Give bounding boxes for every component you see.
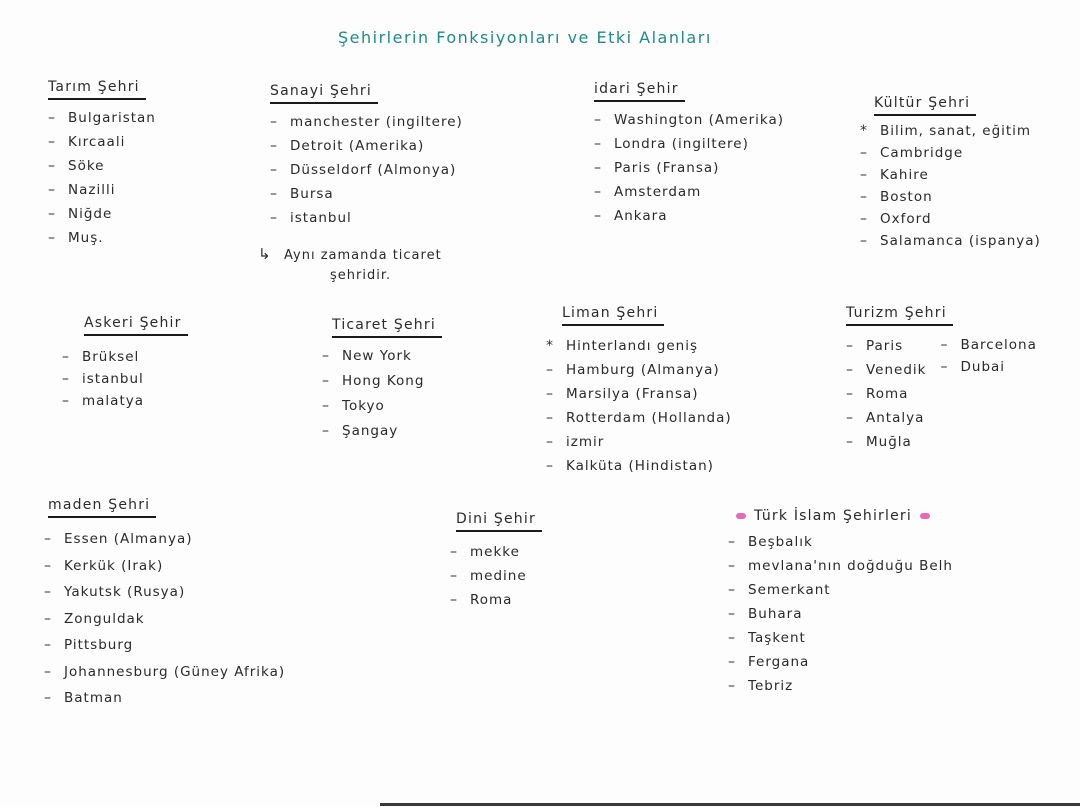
dash-icon: –: [44, 531, 52, 547]
section-heading: Tarım Şehri: [48, 79, 146, 100]
section-turk-islam: [728, 508, 953, 698]
list-item: – manchester (ingiltere): [270, 110, 463, 134]
dash-icon: –: [860, 167, 868, 183]
list-item: – Paris: [846, 334, 927, 358]
dash-icon: –: [322, 348, 330, 364]
list-item: – Oxford: [860, 208, 1041, 230]
asterisk-icon: *: [860, 123, 868, 139]
dash-icon: –: [728, 654, 736, 670]
dash-icon: –: [594, 160, 602, 176]
dash-icon: –: [44, 557, 52, 574]
list-item: – Muğla: [846, 430, 927, 454]
list-item: – Kalküta (Hindistan): [546, 454, 732, 478]
dash-icon: –: [546, 458, 554, 474]
section-heading: idari Şehir: [594, 81, 685, 102]
section-heading: Askeri Şehir: [84, 315, 188, 336]
section-ticaret: [322, 314, 442, 444]
dash-icon: –: [48, 182, 56, 198]
dash-icon: –: [846, 338, 854, 354]
dash-icon: –: [860, 211, 868, 227]
list-item: – mekke: [450, 540, 542, 564]
section-tarim: [48, 76, 156, 250]
list-item: – Şangay: [322, 419, 442, 444]
list-item: – Marsilya (Fransa): [546, 382, 732, 406]
list-item: – New York: [322, 344, 442, 369]
list-item: – istanbul: [62, 368, 188, 390]
dash-icon: –: [594, 136, 602, 152]
list-item: – izmir: [546, 430, 732, 454]
dash-icon: –: [846, 410, 854, 426]
dash-icon: –: [270, 186, 278, 202]
list-item: – istanbul: [270, 206, 463, 230]
list-item: – Rotterdam (Hollanda): [546, 406, 732, 430]
list-item: – Kerkük (Irak): [44, 553, 285, 580]
list-item: * Bilim, sanat, eğitim: [860, 120, 1041, 142]
section-idari: [594, 78, 784, 228]
list-item: – Pittsburg: [44, 632, 285, 659]
dash-icon: –: [270, 162, 278, 178]
dash-icon: –: [846, 386, 854, 402]
list-item: – Taşkent: [728, 626, 953, 650]
dash-icon: –: [728, 606, 736, 622]
section-sanayi: [270, 80, 463, 230]
page-title: Şehirlerin Fonksiyonları ve Etki Alanları: [338, 28, 712, 47]
list-item: – Kırcaali: [48, 130, 156, 154]
list-item: – Salamanca (ispanya): [860, 230, 1041, 252]
list-item: – Niğde: [48, 202, 156, 226]
list-item: – Tokyo: [322, 394, 442, 419]
list-item: – Amsterdam: [594, 180, 784, 204]
dash-icon: –: [270, 138, 278, 154]
list-item: – Essen (Almanya): [44, 526, 285, 553]
dash-icon: –: [48, 134, 56, 150]
dash-icon: –: [450, 568, 458, 584]
list-item: – Ankara: [594, 204, 784, 228]
list-item: – Roma: [450, 588, 542, 612]
dash-icon: –: [728, 678, 736, 694]
list-item: – Nazilli: [48, 178, 156, 202]
dash-icon: –: [940, 359, 949, 375]
section-heading: maden Şehri: [48, 497, 156, 518]
section-heading: Sanayi Şehri: [270, 83, 378, 104]
list-item: – Bulgaristan: [48, 106, 156, 130]
section-maden: [44, 494, 285, 712]
list-item: – Boston: [860, 186, 1041, 208]
dash-icon: –: [728, 582, 736, 598]
list-item: – Kahire: [860, 164, 1041, 186]
dash-icon: –: [62, 349, 70, 365]
list-item: – Detroit (Amerika): [270, 134, 463, 158]
list-item: – Düsseldorf (Almonya): [270, 158, 463, 182]
list-item: – Antalya: [846, 406, 927, 430]
dash-icon: –: [860, 233, 868, 249]
dash-icon: –: [860, 145, 868, 161]
section-heading: Dini Şehir: [456, 511, 542, 532]
dash-icon: –: [48, 206, 56, 222]
list-item: – medine: [450, 564, 542, 588]
dash-icon: –: [62, 371, 70, 387]
section-heading: Ticaret Şehri: [332, 317, 442, 338]
list-item: – Semerkant: [728, 578, 953, 602]
dash-icon: –: [546, 362, 554, 378]
highlight-mark-icon: [920, 513, 930, 519]
asterisk-icon: *: [546, 338, 554, 354]
dash-icon: –: [846, 434, 854, 450]
sanayi-note: ↳ Aynı zamanda ticaret şehridir.: [258, 245, 442, 283]
dash-icon: –: [44, 584, 52, 600]
list-item: – Zonguldak: [44, 606, 285, 633]
dash-icon: –: [594, 112, 602, 128]
list-item: – Beşbalık: [728, 530, 953, 554]
list-item: – Söke: [48, 154, 156, 178]
list-item: – Dubai: [941, 356, 1037, 378]
section-heading: Kültür Şehri: [874, 95, 976, 116]
list-item: – Londra (ingiltere): [594, 132, 784, 156]
list-item: – Johannesburg (Güney Afrika): [44, 659, 285, 686]
list-item: – Brüksel: [62, 346, 188, 368]
dash-icon: –: [48, 230, 56, 246]
section-heading: Türk İslam Şehirleri: [728, 508, 953, 524]
list-item: – Muş.: [48, 226, 156, 250]
dash-icon: –: [594, 208, 602, 224]
list-item: – mevlana'nın doğduğu Belh: [728, 554, 953, 578]
section-askeri: [62, 312, 188, 412]
dash-icon: –: [546, 434, 554, 450]
list-item: – Paris (Fransa): [594, 156, 784, 180]
list-item: – Batman: [44, 685, 285, 712]
list-item: – Roma: [846, 382, 927, 406]
dash-icon: –: [322, 423, 330, 439]
dash-icon: –: [940, 337, 949, 353]
dash-icon: –: [270, 114, 278, 130]
list-item: – Venedik: [846, 358, 927, 382]
list-item: – Fergana: [728, 650, 953, 674]
list-item: – Hong Kong: [322, 369, 442, 394]
dash-icon: –: [322, 373, 330, 389]
list-item: – Tebriz: [728, 674, 953, 698]
dash-icon: –: [322, 398, 330, 414]
dash-icon: –: [728, 630, 736, 646]
highlight-mark-icon: [736, 513, 746, 519]
list-item: – Hamburg (Almanya): [546, 358, 732, 382]
list-item: – malatya: [62, 390, 188, 412]
section-dini: [450, 508, 542, 612]
dash-icon: –: [450, 592, 458, 608]
dash-icon: –: [44, 610, 52, 627]
list-item: – Washington (Amerika): [594, 108, 784, 132]
dash-icon: –: [44, 690, 52, 706]
dash-icon: –: [594, 184, 602, 200]
dash-icon: –: [44, 637, 52, 653]
section-liman: [546, 302, 732, 478]
dash-icon: –: [48, 158, 56, 174]
dash-icon: –: [728, 558, 736, 574]
list-item: – Bursa: [270, 182, 463, 206]
dash-icon: –: [44, 663, 52, 680]
list-item: – Cambridge: [860, 142, 1041, 164]
dash-icon: –: [62, 393, 70, 409]
section-heading: Liman Şehri: [562, 305, 664, 326]
list-item: – Yakutsk (Rusya): [44, 579, 285, 606]
dash-icon: –: [270, 210, 278, 226]
dash-icon: –: [846, 362, 854, 378]
section-heading: Turizm Şehri: [846, 305, 953, 326]
page-bottom-edge: [380, 803, 1080, 806]
arrow-icon: ↳: [258, 245, 272, 263]
dash-icon: –: [546, 386, 554, 402]
section-turizm: [846, 302, 1037, 454]
list-item: – Buhara: [728, 602, 953, 626]
section-kultur: [860, 92, 1041, 252]
dash-icon: –: [546, 410, 554, 426]
dash-icon: –: [860, 189, 868, 205]
dash-icon: –: [450, 544, 458, 560]
dash-icon: –: [728, 534, 736, 550]
dash-icon: –: [48, 110, 56, 126]
list-item: * Hinterlandı geniş: [546, 334, 732, 358]
list-item: – Barcelona: [941, 334, 1037, 356]
